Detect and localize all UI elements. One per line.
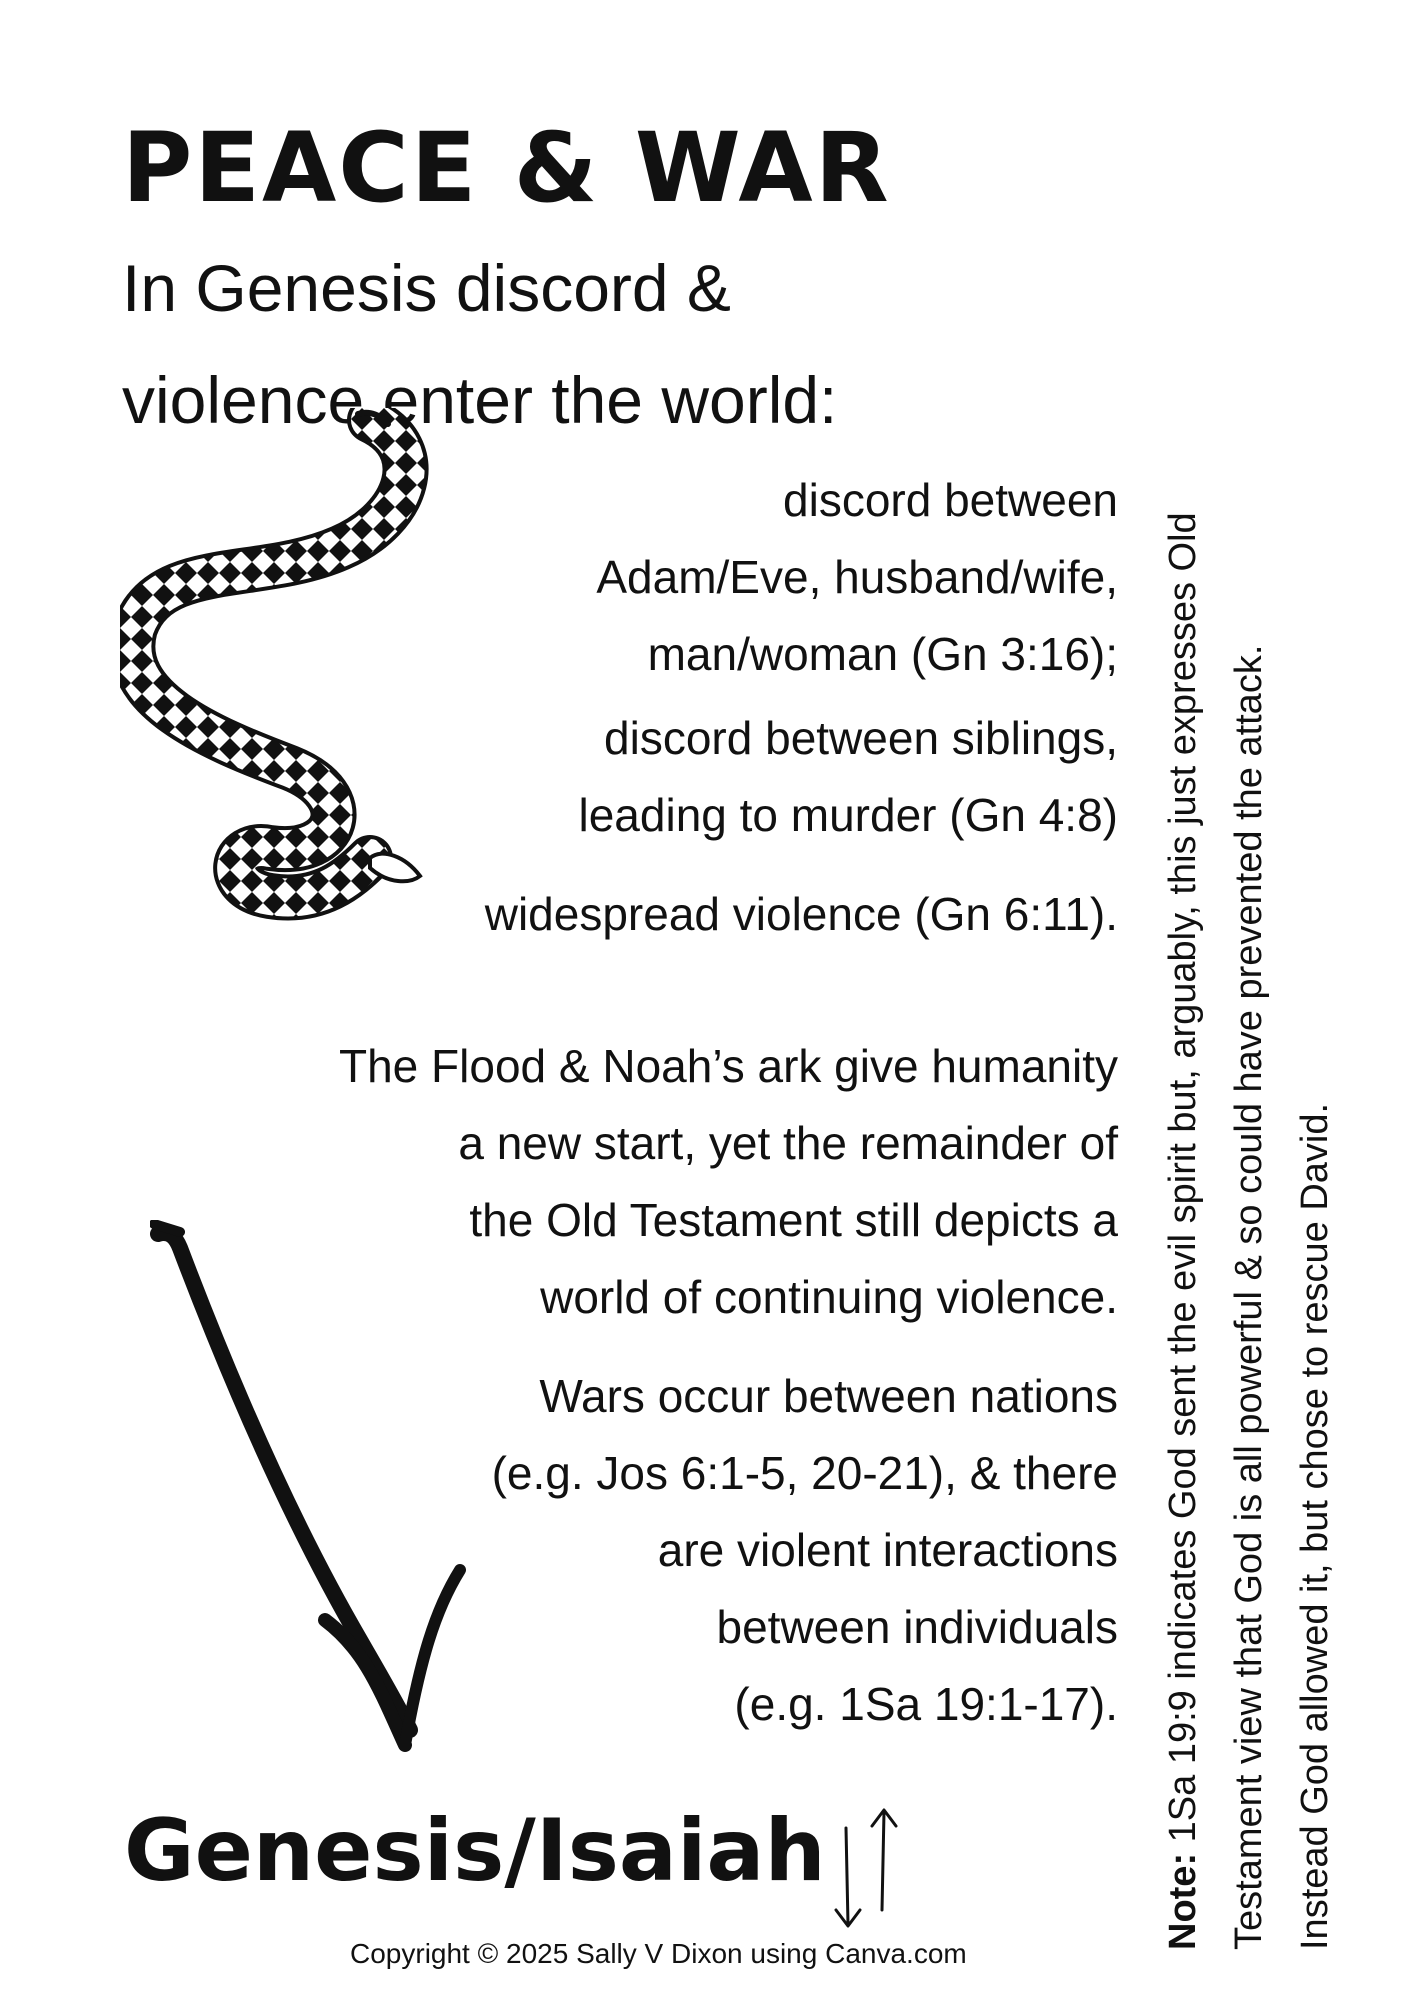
page-title: PEACE & WAR bbox=[122, 112, 891, 224]
subtitle-line-2: violence enter the world: bbox=[122, 363, 838, 437]
subtitle-line-1: In Genesis discord & bbox=[122, 251, 731, 325]
book-title: Genesis/Isaiah bbox=[124, 1801, 826, 1901]
note-label: Note: bbox=[1162, 1852, 1204, 1950]
discord-item-2-line-2: leading to murder (Gn 4:8) bbox=[578, 789, 1118, 841]
down-right-arrow-icon bbox=[150, 1220, 470, 1790]
discord-item-2-line-1: discord between siblings, bbox=[604, 712, 1118, 764]
wars-line-2: (e.g. Jos 6:1-5, 20-21), & there bbox=[491, 1447, 1118, 1499]
discord-item-1-line-2: Adam/Eve, husband/wife, bbox=[596, 551, 1118, 603]
wars-line-4: between individuals bbox=[716, 1601, 1118, 1653]
discord-item-1-line-3: man/woman (Gn 3:16); bbox=[647, 628, 1118, 680]
note-line-1 bbox=[1150, 70, 1216, 1950]
flood-line-2: a new start, yet the remainder of bbox=[458, 1117, 1118, 1169]
snake-illustration bbox=[120, 408, 440, 928]
discord-item-1 bbox=[596, 462, 1118, 693]
wars-line-1: Wars occur between nations bbox=[539, 1370, 1118, 1422]
note-line-3: Instead God allowed it, but chose to rescue David. bbox=[1294, 1102, 1336, 1950]
note-line-2: Testament view that God is all powerful & so could have prevented the attack. bbox=[1228, 644, 1270, 1950]
up-down-arrows-icon bbox=[826, 1806, 906, 1936]
copyright: Copyright © 2025 Sally V Dixon using Canva.com bbox=[350, 1938, 967, 1969]
flood-line-4: world of continuing violence. bbox=[540, 1271, 1118, 1323]
note-line-1-text: 1Sa 19:9 indicates God sent the evil spirit but, arguably, this just expresses Old bbox=[1162, 512, 1204, 1853]
discord-item-2 bbox=[579, 700, 1119, 854]
discord-item-3-line-1: widespread violence (Gn 6:11). bbox=[484, 888, 1118, 940]
flood-line-1: The Flood & Noah’s ark give humanity bbox=[339, 1040, 1118, 1092]
flood-line-3: the Old Testament still depicts a bbox=[469, 1194, 1118, 1246]
wars-line-3: are violent interactions bbox=[657, 1524, 1118, 1576]
discord-item-3 bbox=[485, 876, 1118, 953]
side-note bbox=[1150, 70, 1348, 1950]
wars-paragraph bbox=[492, 1358, 1118, 1743]
discord-item-1-line-1: discord between bbox=[783, 474, 1118, 526]
wars-line-5: (e.g. 1Sa 19:1-17). bbox=[734, 1678, 1118, 1730]
